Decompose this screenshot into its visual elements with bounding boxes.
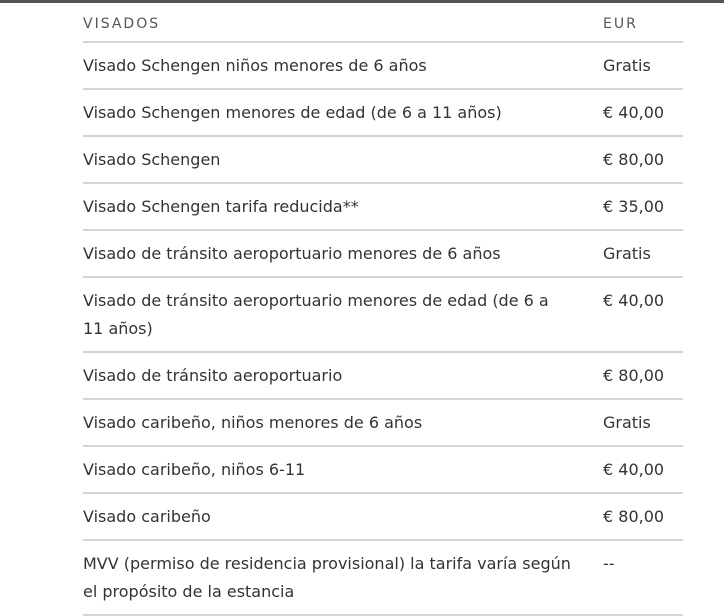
visa-name: Visado de tránsito aeroportuario: [83, 352, 603, 399]
table-row: [83, 136, 683, 183]
table-row: [83, 42, 683, 89]
visa-price: € 80,00: [603, 136, 683, 183]
table-row: [83, 352, 683, 399]
visa-name: Visado Schengen menores de edad (de 6 a 11 años): [83, 89, 603, 136]
visa-price: € 40,00: [603, 446, 683, 493]
header-currency: EUR: [603, 6, 683, 42]
visa-fees-table: [83, 6, 683, 616]
visa-price: € 80,00: [603, 493, 683, 540]
table-row: [83, 183, 683, 230]
header-visas: VISADOS: [83, 6, 603, 42]
visa-name: Visado Schengen niños menores de 6 años: [83, 42, 603, 89]
visa-name: MVV (permiso de residencia provisional) la tarifa varía según el propósito de la estancia: [83, 540, 603, 615]
table-row: [83, 493, 683, 540]
visa-price: € 35,00: [603, 183, 683, 230]
visa-price: € 80,00: [603, 352, 683, 399]
table-row: [83, 446, 683, 493]
visa-name: Visado Schengen: [83, 136, 603, 183]
table-row: [83, 277, 683, 352]
header-row: [83, 6, 683, 42]
visa-name: Visado caribeño: [83, 493, 603, 540]
table-row: [83, 399, 683, 446]
visa-name: Visado Schengen tarifa reducida**: [83, 183, 603, 230]
visa-price: --: [603, 540, 683, 615]
visa-price: Gratis: [603, 230, 683, 277]
table-row: [83, 540, 683, 615]
top-border: [0, 0, 724, 3]
visa-price: Gratis: [603, 42, 683, 89]
table-header: [83, 6, 683, 42]
visa-name: Visado de tránsito aeroportuario menores de 6 años: [83, 230, 603, 277]
table-body: [83, 42, 683, 615]
table-row: [83, 89, 683, 136]
visa-name: Visado caribeño, niños menores de 6 años: [83, 399, 603, 446]
visa-price: € 40,00: [603, 277, 683, 352]
table-row: [83, 230, 683, 277]
visa-price: Gratis: [603, 399, 683, 446]
visa-price: € 40,00: [603, 89, 683, 136]
visa-name: Visado de tránsito aeroportuario menores de edad (de 6 a 11 años): [83, 277, 603, 352]
visa-name: Visado caribeño, niños 6-11: [83, 446, 603, 493]
